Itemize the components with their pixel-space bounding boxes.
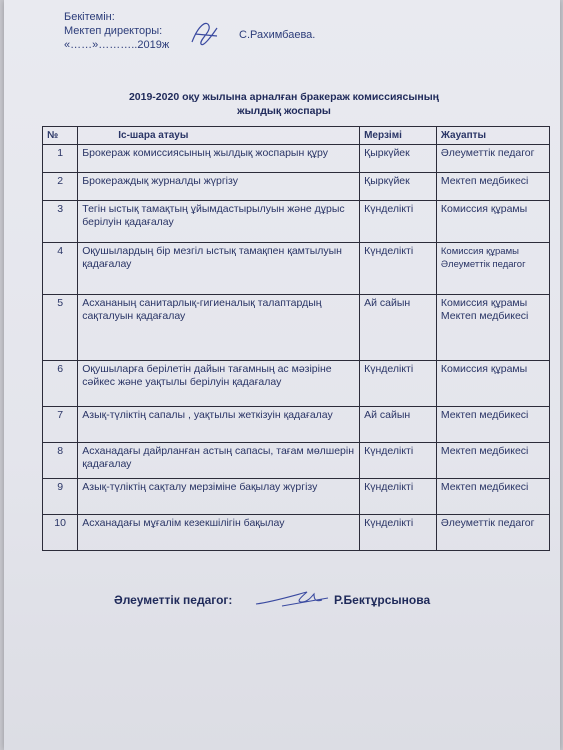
table-row: [43, 145, 550, 173]
row-responsible: Мектеп медбикесі: [436, 479, 549, 515]
document-page: [4, 0, 560, 750]
row-number: 4: [43, 243, 78, 295]
header-activity: Іс-шара атауы: [78, 127, 360, 145]
row-responsible: Комиссия құрамы: [436, 201, 549, 243]
row-term: Ай сайын: [360, 295, 437, 361]
table-row: [43, 295, 550, 361]
title-line-2: жылдық жоспары: [237, 105, 331, 117]
row-term: Күнделікті: [360, 515, 437, 551]
row-responsible: Мектеп медбикесі: [436, 443, 549, 479]
table-row: [43, 443, 550, 479]
row-term: Күнделікті: [360, 201, 437, 243]
row-activity: Асханадағы дайрланған астың сапасы, тағам мөлшерін қадағалау: [78, 443, 360, 479]
table-row: [43, 201, 550, 243]
row-term: Күнделікті: [360, 443, 437, 479]
row-activity: Брокераждық журналды жүргізу: [78, 173, 360, 201]
table-row: [43, 515, 550, 551]
row-activity: Тегін ыстық тамақтың ұйымдастырылуын және дұрыс берілуін қадағалау: [78, 201, 360, 243]
row-activity: Асханадағы мұғалім кезекшілігін бақылау: [78, 515, 360, 551]
row-activity: Оқушыларға берілетін дайын тағамның ас мәзіріне сәйкес және уақтылы берілуін қадағалау: [78, 361, 360, 407]
row-term: Күнделікті: [360, 361, 437, 407]
header-number: №: [43, 127, 78, 145]
footer-role: Әлеуметтік педагог:: [114, 593, 233, 607]
table-header-row: [43, 127, 550, 145]
row-activity: Азық-түліктің сақталу мерзіміне бақылау жүргізу: [78, 479, 360, 515]
row-number: 7: [43, 407, 78, 443]
approval-label: Бекітемін:: [64, 11, 115, 23]
row-responsible: Әлеуметтік педагог: [436, 145, 549, 173]
row-activity: Брокераж комиссиясының жылдық жоспарын құру: [78, 145, 360, 173]
title-line-1: 2019-2020 оқу жылына арналған бракераж комиссиясының: [128, 91, 440, 103]
row-number: 2: [43, 173, 78, 201]
table-row: [43, 173, 550, 201]
row-responsible: Комиссия құрамы: [436, 361, 549, 407]
row-activity: Азық-түліктің сапалы , уақтылы жеткізуін қадағалау: [78, 407, 360, 443]
row-responsible: Мектеп медбикесі: [436, 173, 549, 201]
document-title: [64, 90, 504, 118]
approval-role: Мектеп директоры:: [64, 25, 163, 37]
row-term: Күнделікті: [360, 243, 437, 295]
row-number: 5: [43, 295, 78, 361]
row-activity: Оқушылардың бір мезгіл ыстық тамақпен қамтылуын қадағалау: [78, 243, 360, 295]
row-number: 8: [43, 443, 78, 479]
row-responsible: Әлеуметтік педагог: [436, 515, 549, 551]
row-term: Қыркүйек: [360, 145, 437, 173]
table-row: [43, 479, 550, 515]
table-row: [43, 407, 550, 443]
footer-name: Р.Бектұрсынова: [334, 593, 431, 607]
row-term: Қыркүйек: [360, 173, 437, 201]
director-signature: [187, 16, 223, 50]
row-term: Күнделікті: [360, 479, 437, 515]
approval-date: «……»………..2019ж: [64, 39, 170, 51]
header-responsible: Жауапты: [436, 127, 549, 145]
row-responsible: Комиссия құрамы Мектеп медбикесі: [436, 295, 549, 361]
approval-name: С.Рахимбаева.: [239, 29, 316, 41]
row-number: 1: [43, 145, 78, 173]
plan-table: [42, 126, 550, 551]
row-number: 10: [43, 515, 78, 551]
signature-line: [114, 593, 431, 607]
approval-block: [64, 10, 316, 52]
row-responsible: Комиссия құрамы Әлеуметтік педагог: [436, 243, 549, 295]
row-number: 6: [43, 361, 78, 407]
row-activity: Асхананың санитарлық-гигиеналық талаптардың сақталуын қадағалау: [78, 295, 360, 361]
table-row: [43, 361, 550, 407]
pedagogue-signature: [252, 586, 332, 610]
row-number: 3: [43, 201, 78, 243]
table-row: [43, 243, 550, 295]
row-responsible: Мектеп медбикесі: [436, 407, 549, 443]
header-term: Мерзімі: [360, 127, 437, 145]
row-term: Ай сайын: [360, 407, 437, 443]
row-number: 9: [43, 479, 78, 515]
